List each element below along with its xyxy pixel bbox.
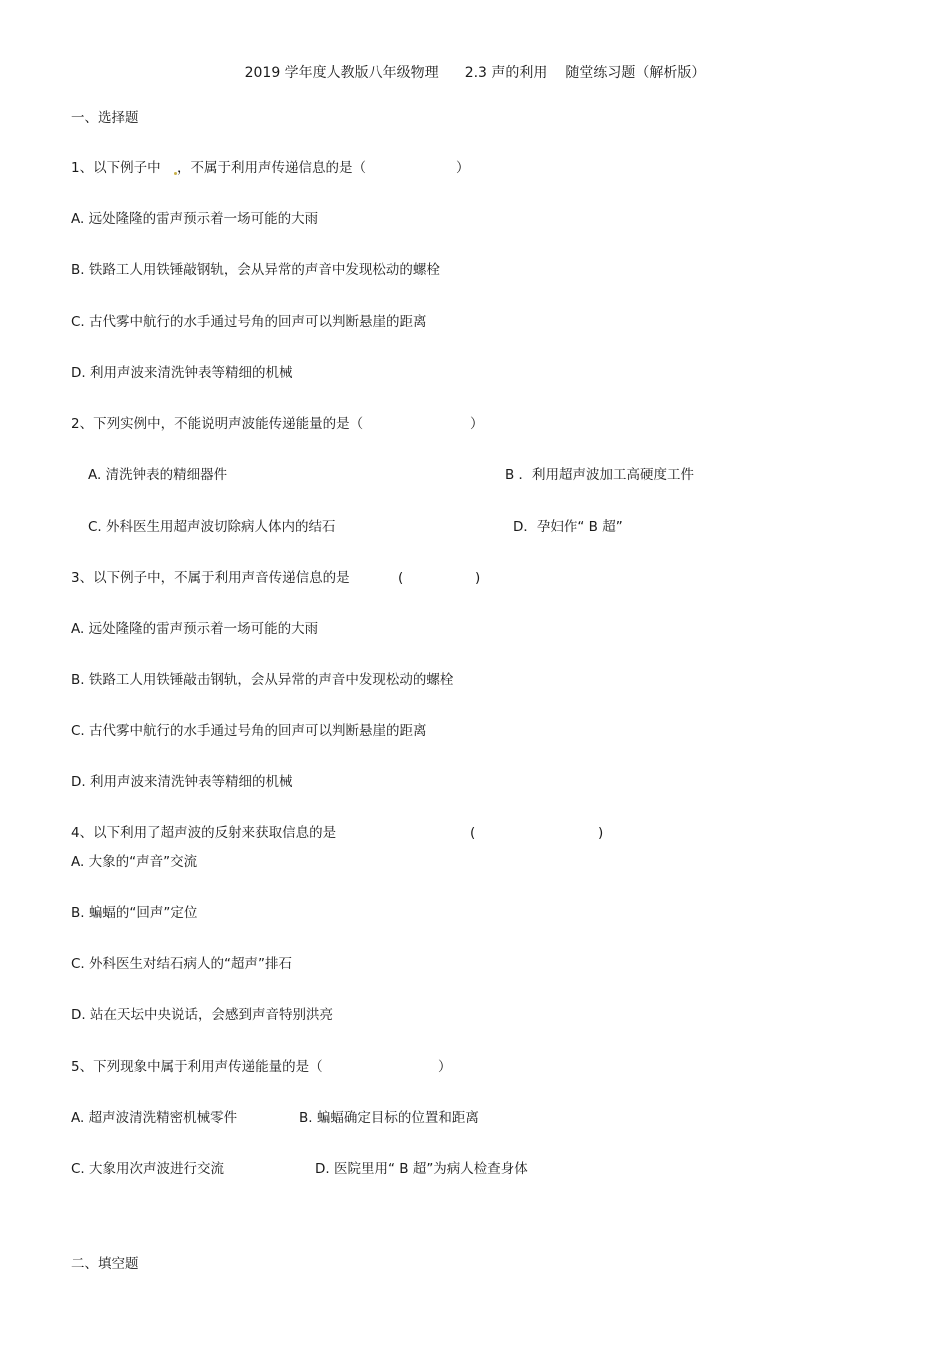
section-heading-fill-in: 二、填空题 (71, 1256, 139, 1272)
question-4-answer-close: ) (598, 825, 604, 841)
question-2-option-a: A. 清洗钟表的精细器件 (88, 467, 228, 483)
question-2-answer-close: ） (470, 416, 484, 432)
question-5-option-b: B. 蝙蝠确定目标的位置和距离 (299, 1110, 479, 1126)
question-2-option-c: C. 外科医生用超声波切除病人体内的结石 (88, 519, 336, 535)
question-5-option-a: A. 超声波清洗精密机械零件 (71, 1110, 238, 1126)
question-1-option-b: B. 铁路工人用铁锤敲钢轨，会从异常的声音中发现松动的螺栓 (71, 262, 440, 278)
question-1-answer-close: ） (456, 160, 470, 176)
title-part-3: 随堂练习题（解析版） (565, 65, 706, 81)
question-1-stem: ，不属于利用声传递信息的是（ (177, 160, 366, 176)
question-3-option-d: D. 利用声波来清洗钟表等精细的机械 (71, 774, 293, 790)
question-3-option-c: C. 古代雾中航行的水手通过号角的回声可以判断悬崖的距离 (71, 723, 427, 739)
question-4-option-a: A. 大象的“声音”交流 (71, 854, 198, 870)
question-1-stem-start: 1、以下例子中 (71, 160, 161, 176)
question-3-answer-open: ( (398, 570, 404, 586)
title-part-2: 2.3 声的利用 (464, 65, 548, 81)
question-4-stem: 4、以下利用了超声波的反射来获取信息的是 (71, 825, 337, 841)
title-part-1: 2019 学年度人教版八年级物理 (244, 65, 439, 81)
question-2-option-d: D．孕妇作“ B 超” (513, 519, 623, 535)
question-3-answer-close: ) (475, 570, 481, 586)
page-title (0, 63, 950, 83)
question-5-answer-close: ） (438, 1059, 452, 1075)
question-1-option-d: D. 利用声波来清洗钟表等精细的机械 (71, 365, 293, 381)
question-5-option-d: D. 医院里用“ B 超”为病人检查身体 (315, 1161, 528, 1177)
question-5-option-c: C. 大象用次声波进行交流 (71, 1161, 225, 1177)
question-2-stem: 2、下列实例中，不能说明声波能传递能量的是（ (71, 416, 364, 432)
question-4-option-d: D. 站在天坛中央说话，会感到声音特别洪亮 (71, 1007, 333, 1023)
question-4-answer-open: ( (470, 825, 476, 841)
question-4-option-c: C. 外科医生对结石病人的“超声”排石 (71, 956, 292, 972)
question-1-option-c: C. 古代雾中航行的水手通过号角的回声可以判断悬崖的距离 (71, 314, 427, 330)
question-2-option-b: B ．利用超声波加工高硬度工件 (505, 467, 695, 483)
question-3-option-a: A. 远处隆隆的雷声预示着一场可能的大雨 (71, 621, 319, 637)
question-3-stem: 3、以下例子中，不属于利用声音传递信息的是 (71, 570, 350, 586)
question-1-option-a: A. 远处隆隆的雷声预示着一场可能的大雨 (71, 211, 319, 227)
section-heading-choice: 一、选择题 (71, 110, 139, 126)
question-4-option-b: B. 蝙蝠的“回声”定位 (71, 905, 198, 921)
question-3-option-b: B. 铁路工人用铁锤敲击钢轨，会从异常的声音中发现松动的螺栓 (71, 672, 454, 688)
question-5-stem: 5、下列现象中属于利用声传递能量的是（ (71, 1059, 323, 1075)
